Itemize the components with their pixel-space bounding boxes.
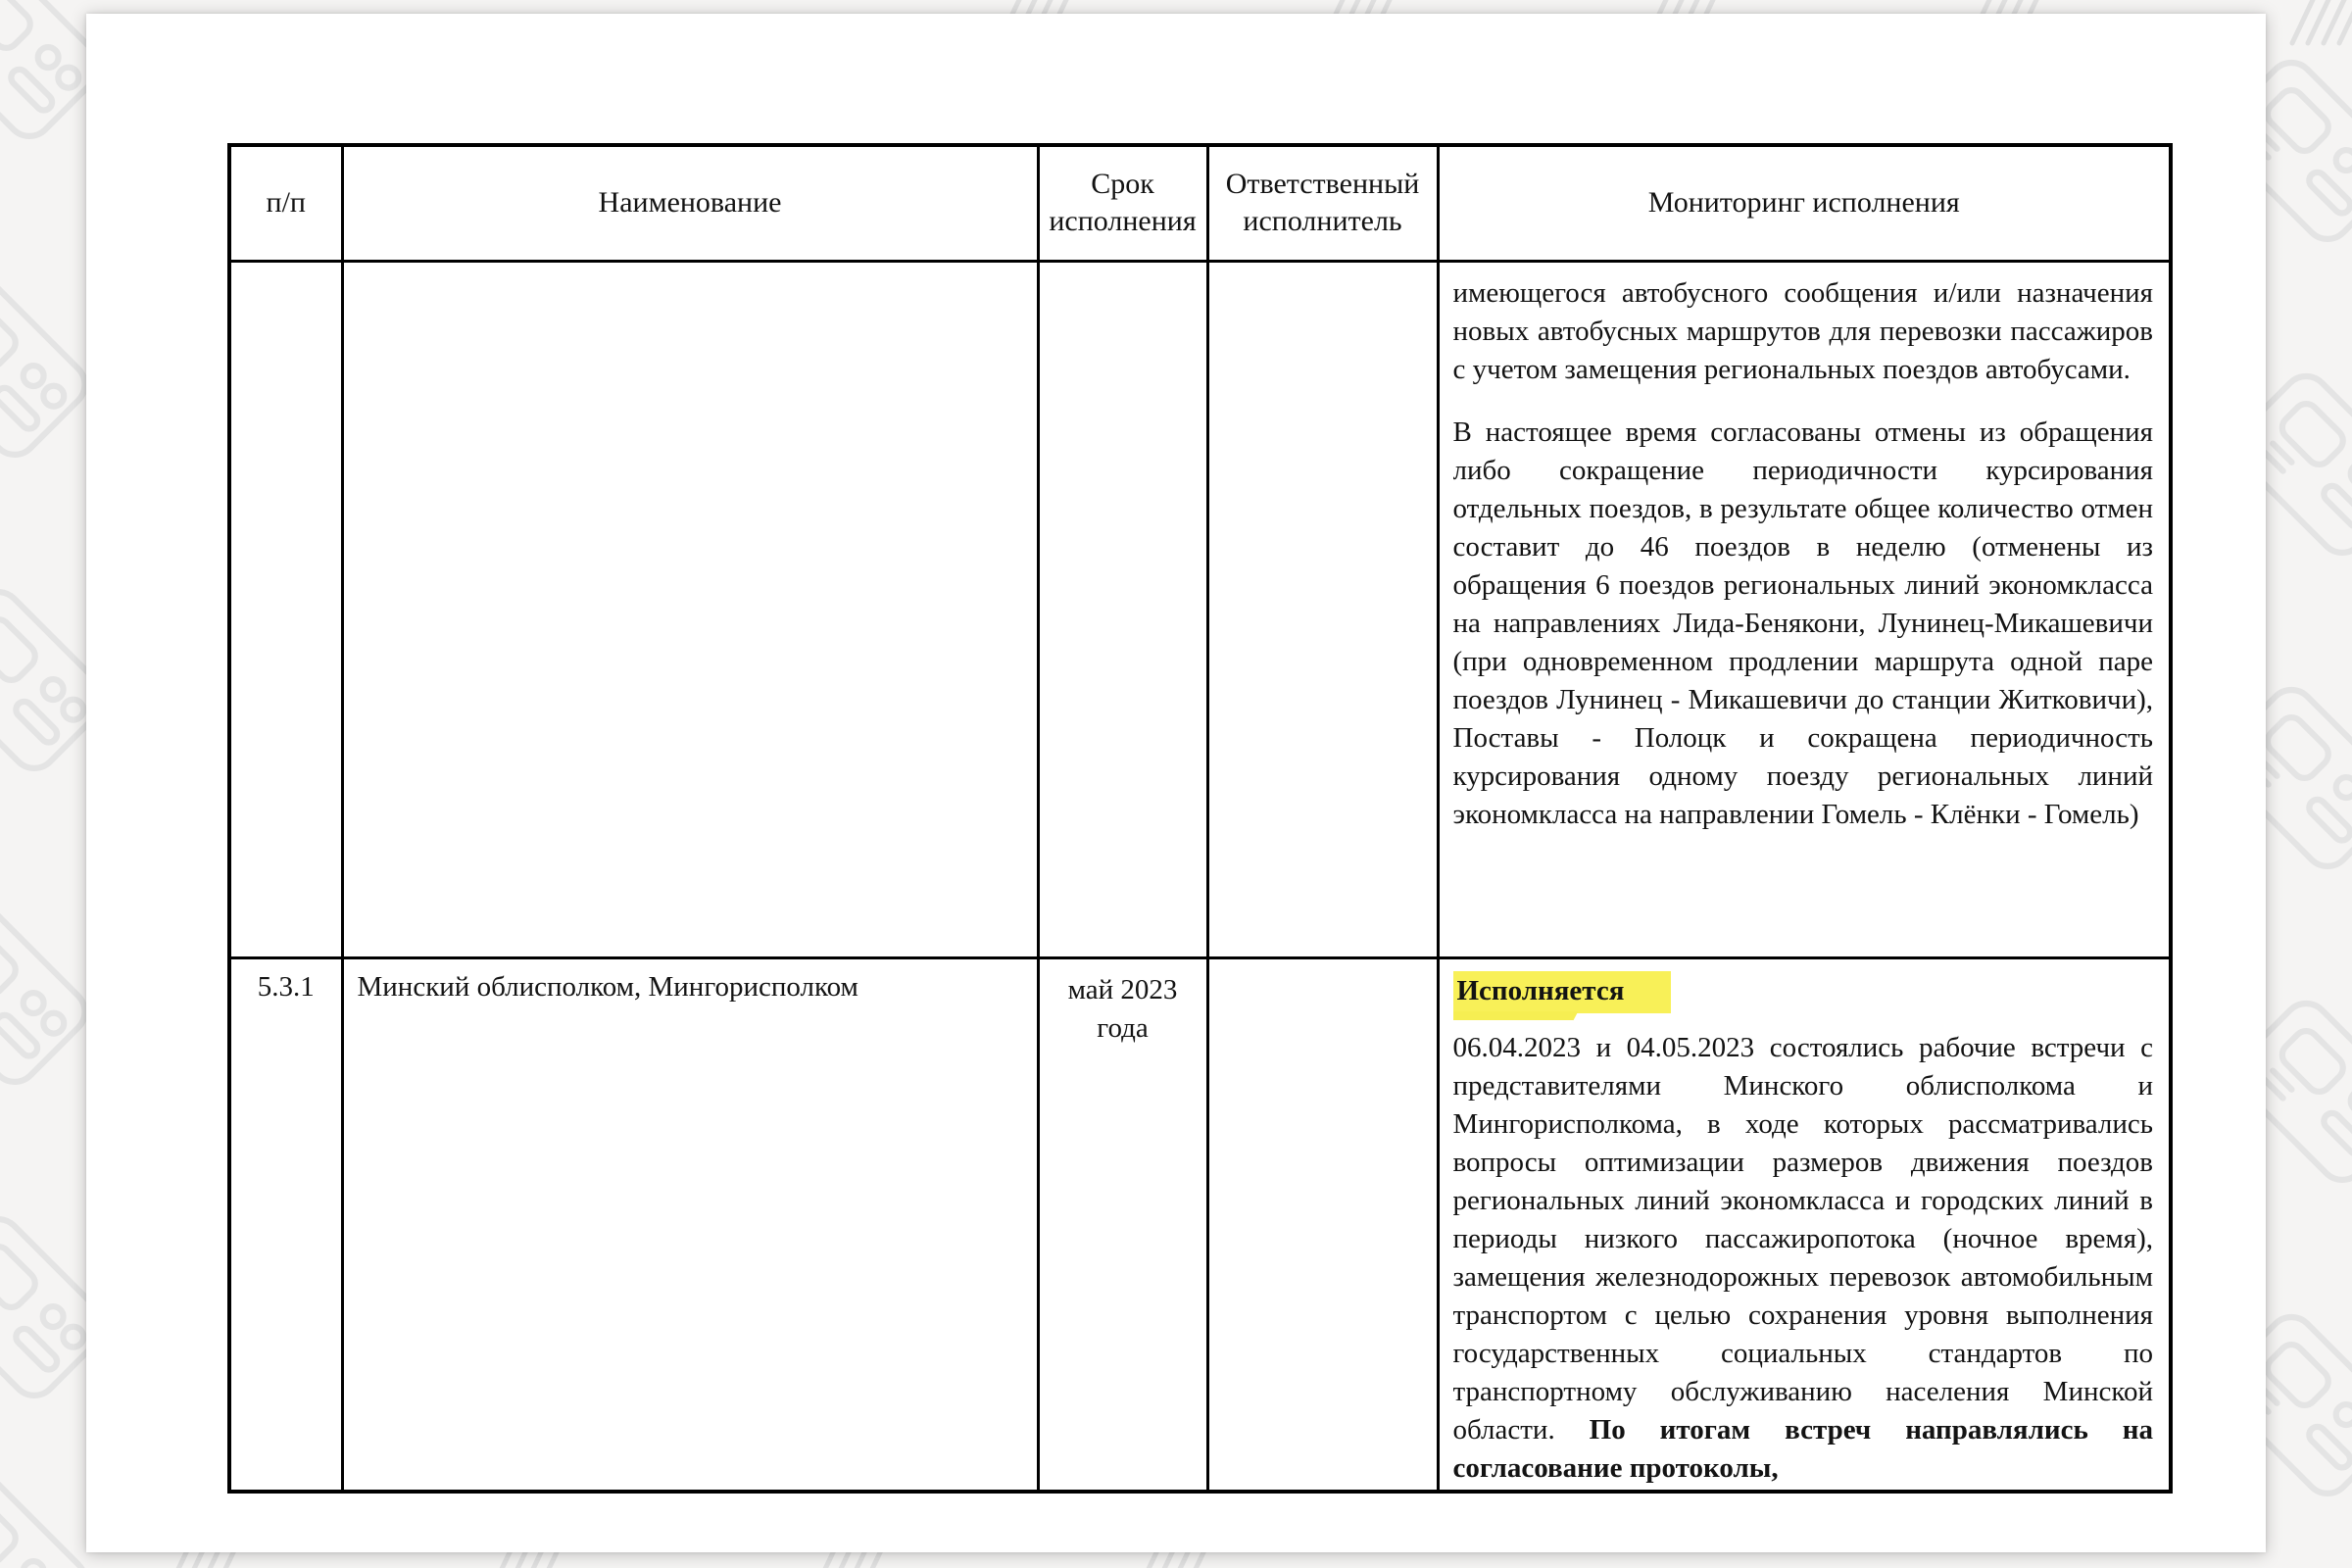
cell-term: май 2023 года xyxy=(1038,957,1207,1492)
monitoring-paragraph: имеющегося автобусного сообщения и/или назначения новых автобусных маршрутов для перевозки пассажиров с учетом замещения региональных поездов автобусами. xyxy=(1452,276,2153,385)
cell-name: Минский облисполком, Мингорисполком xyxy=(342,957,1038,1492)
column-header-num: п/п xyxy=(229,145,342,261)
monitoring-text-bold: По итогам встреч направлялись на согласование протоколы, xyxy=(1452,1413,2153,1484)
table-row xyxy=(229,261,2171,957)
cell-term xyxy=(1038,261,1207,957)
cell-executor xyxy=(1207,957,1438,1492)
table-row xyxy=(229,957,2171,1492)
status-badge: Исполняется xyxy=(1453,971,1672,1013)
cell-name xyxy=(342,261,1038,957)
document-page xyxy=(86,14,2266,1552)
column-header-executor: Ответственный исполнитель xyxy=(1207,145,1438,261)
table-header-row xyxy=(229,145,2171,261)
cell-num xyxy=(229,261,342,957)
cell-monitoring xyxy=(1438,957,2171,1492)
cell-num: 5.3.1 xyxy=(229,957,342,1492)
monitoring-table xyxy=(227,143,2173,1494)
monitoring-text: 06.04.2023 и 04.05.2023 состоялись рабочие встречи с представителями Минского облисполкома и Мингорисполкома, в ходе которых рассматривались вопросы оптимизации размеров движения поездов региональных линий экономкласса и городских линий в периоды низкого пассажиропотока (ночное время), замещения железнодорожных перевозок автомобильным транспортом с целью сохранения уровня выполнения государственных социальных стандартов по транспортному обслуживанию населения Минской области. xyxy=(1452,1031,2153,1446)
column-header-name: Наименование xyxy=(342,145,1038,261)
cell-monitoring xyxy=(1438,261,2171,957)
column-header-term: Срок исполнения xyxy=(1038,145,1207,261)
hatch-lines-icon xyxy=(2278,0,2352,49)
monitoring-paragraph: В настоящее время согласованы отмены из обращения либо сокращение периодичности курсирования отдельных поездов, в результате общее количество отмен составит до 46 поездов в неделю (отменены из обращения 6 поездов региональных линий экономкласса на направлениях Лида-Бенякони, Лунинец-Микашевичи (при одновременном продлении маршрута одной паре поездов Лунинец - Микашевичи до станции Житковичи), Поставы - Полоцк и сокращена периодичность курсирования одному поезду региональных линий экономкласса на направлении Гомель - Клёнки - Гомель) xyxy=(1452,416,2153,830)
column-header-monitoring: Мониторинг исполнения xyxy=(1438,145,2171,261)
monitoring-paragraph xyxy=(1453,1029,2154,1488)
cell-executor xyxy=(1207,261,1438,957)
status-line xyxy=(1453,971,2154,1013)
